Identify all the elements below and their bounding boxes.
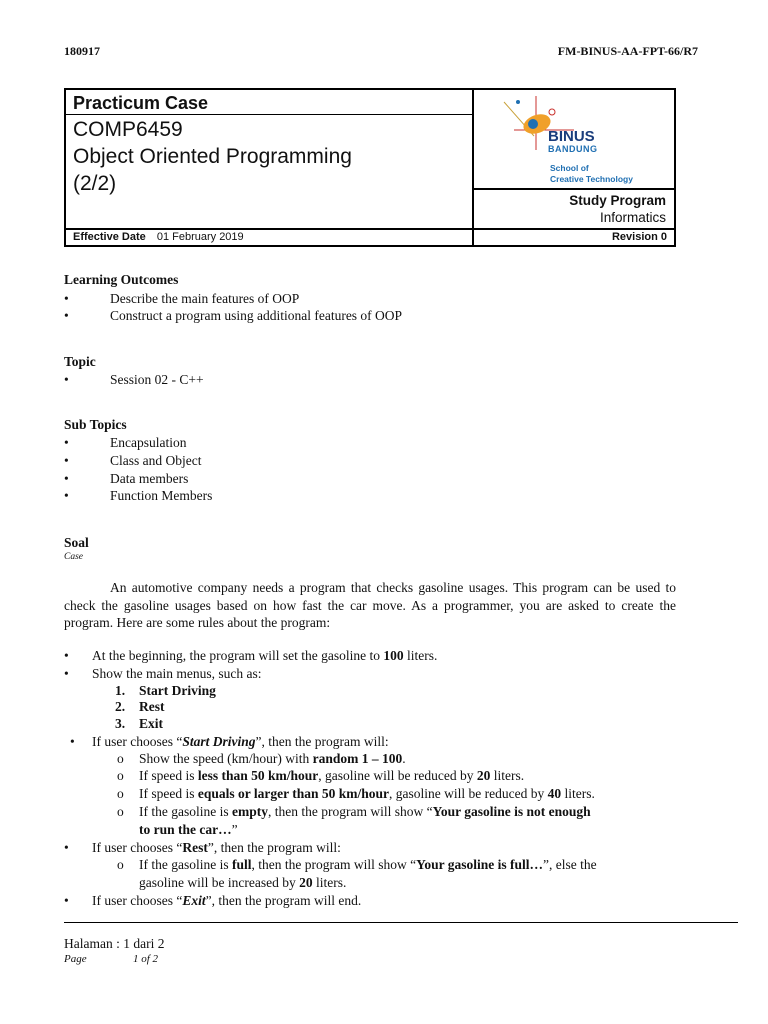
bullet-icon: • — [64, 893, 69, 908]
revision: Revision 0 — [611, 231, 667, 243]
learning-outcome-1: Describe the main features of OOP — [110, 291, 300, 306]
rest-full: If the gasoline is full, then the program will show “Your gasoline is full…”, else the — [139, 857, 597, 872]
effective-date-cell — [65, 229, 473, 246]
menu-start-driving: Start Driving — [139, 683, 216, 698]
course-title-cell — [65, 89, 473, 229]
rule-rest: If user chooses “Rest”, then the program will: — [92, 840, 341, 855]
bullet-icon: • — [64, 453, 69, 468]
sd-empty: If the gasoline is empty, then the program will show “Your gasoline is not enough — [139, 804, 591, 819]
menu-num-2: 2. — [115, 699, 126, 714]
study-program-value: Informatics — [599, 210, 666, 225]
rule-start-driving: If user chooses “Start Driving”, then the program will: — [92, 734, 389, 749]
logo-text-main: BINUS — [548, 128, 595, 145]
sub-bullet-icon: o — [117, 768, 124, 783]
form-code: FM-BINUS-AA-FPT-66/R7 — [557, 44, 698, 58]
topic-item: Session 02 - C++ — [110, 372, 204, 387]
title-block — [64, 88, 676, 247]
topic-heading: Topic — [64, 354, 96, 369]
case-subheading: Case — [64, 552, 83, 562]
footer-page-value: 1 of 2 — [133, 953, 159, 965]
menu-exit: Exit — [139, 716, 164, 731]
sub-bullet-icon: o — [117, 751, 124, 766]
bullet-icon: • — [64, 648, 69, 663]
logo-school-1: School of — [550, 163, 589, 173]
menu-rest: Rest — [139, 699, 165, 714]
bullet-icon: • — [64, 291, 69, 306]
soal-heading: Soal — [64, 535, 89, 550]
logo-school-2: Creative Technology — [550, 174, 633, 184]
sd-empty-line2: to run the car…” — [139, 822, 238, 837]
rule-exit: If user chooses “Exit”, then the program will end. — [92, 893, 362, 908]
bullet-icon: • — [70, 734, 75, 749]
binus-logo — [474, 90, 690, 188]
menu-num-3: 3. — [115, 716, 126, 731]
revision-cell — [473, 229, 675, 246]
footer-page-label: Page — [64, 953, 87, 965]
bullet-icon: • — [64, 666, 69, 681]
rule-initial-gasoline: At the beginning, the program will set the gasoline to 100 liters. — [92, 648, 438, 663]
doc-number: 180917 — [64, 44, 100, 58]
bullet-icon: • — [64, 435, 69, 450]
effective-date-value: 01 February 2019 — [156, 231, 244, 243]
sub-topic-2: Class and Object — [110, 453, 202, 468]
practicum-label: Practicum Case — [73, 93, 209, 113]
learning-outcome-2: Construct a program using additional features of OOP — [110, 308, 403, 323]
logo-text-sub: BANDUNG — [548, 144, 598, 154]
sub-bullet-icon: o — [117, 804, 124, 819]
rule-show-menu: Show the main menus, such as: — [92, 666, 262, 681]
sd-show-speed: Show the speed (km/hour) with random 1 – 100. — [139, 751, 406, 766]
course-part: (2/2) — [73, 172, 117, 195]
case-intro: An automotive company needs a program that checks gasoline usages. This program can be used to check the gasoline usages based on how fast the car move. As a programmer, you are asked to create the program. Here are some rules about the program: — [64, 580, 676, 630]
sub-topics-heading: Sub Topics — [64, 417, 127, 432]
sd-larger-than-50: If speed is equals or larger than 50 km/hour, gasoline will be reduced by 40 liters. — [139, 786, 595, 801]
bullet-icon: • — [64, 488, 69, 503]
sub-topic-1: Encapsulation — [110, 435, 187, 450]
study-program-cell — [473, 189, 675, 229]
sub-topic-4: Function Members — [110, 488, 213, 503]
footer-halaman: Halaman : 1 dari 2 — [64, 936, 165, 951]
bullet-icon: • — [64, 372, 69, 387]
study-program-label: Study Program — [569, 193, 666, 208]
sd-less-than-50: If speed is less than 50 km/hour, gasoline will be reduced by 20 liters. — [139, 768, 525, 783]
bullet-icon: • — [64, 471, 69, 486]
course-code: COMP6459 — [73, 118, 183, 141]
sub-bullet-icon: o — [117, 786, 124, 801]
learning-outcomes-heading: Learning Outcomes — [64, 272, 179, 287]
effective-date-label: Effective Date — [73, 231, 146, 243]
sub-topic-3: Data members — [110, 471, 189, 486]
sub-bullet-icon: o — [117, 857, 124, 872]
course-name: Object Oriented Programming — [73, 145, 352, 168]
rest-increase: gasoline will be increased by 20 liters. — [139, 875, 347, 890]
logo-cell — [473, 89, 675, 189]
menu-num-1: 1. — [115, 683, 126, 698]
footer-divider — [64, 922, 738, 923]
bullet-icon: • — [64, 308, 69, 323]
bullet-icon: • — [64, 840, 69, 855]
